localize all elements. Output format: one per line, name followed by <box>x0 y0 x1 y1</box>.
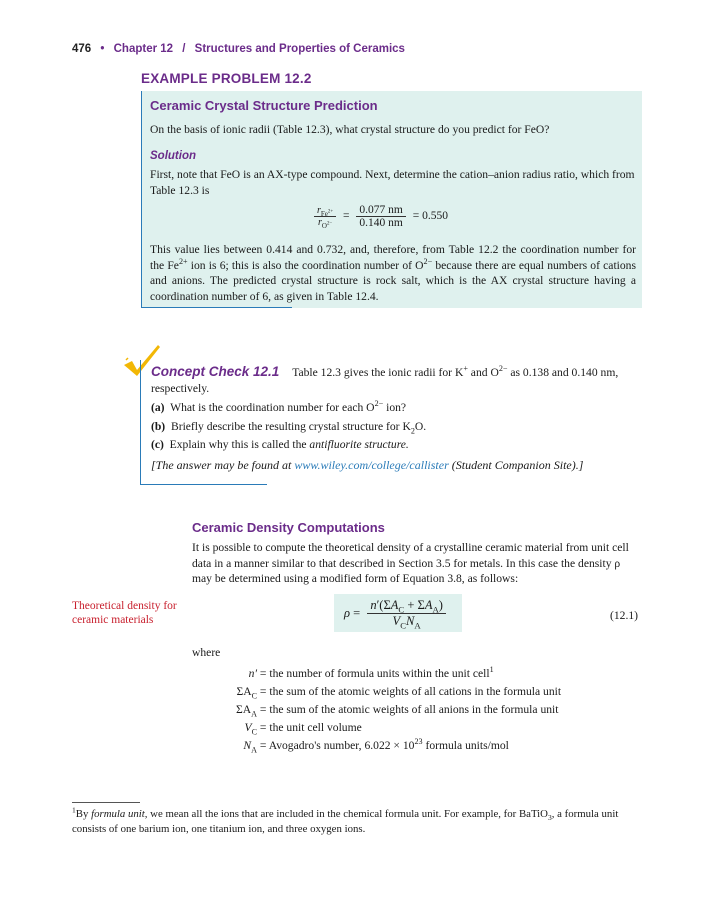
value-fraction <box>356 204 405 229</box>
example-title: Ceramic Crystal Structure Prediction <box>150 98 378 113</box>
header-separator: • <box>100 43 105 55</box>
concept-item-a: (a) What is the coordination number for each $O^{2-}$ ion? <box>151 399 407 414</box>
symbol-fraction: $\frac{r_{Fe^{2+}}}{r_{O^{2-}}}$ <box>314 205 336 228</box>
concept-item-b: (b) Briefly describe the resulting crystal structure for $K_2O$. <box>151 420 427 436</box>
concept-answer: [The answer may be found at www.wiley.com/college/callister (Student Companion Site).] <box>151 458 584 472</box>
definition-n: n′ = the number of formula units within the unit cell$^1$ <box>248 665 494 680</box>
footnote: $^1$By formula unit, we mean all the ions that are included in the chemical formula unit. For example, for BaTiO$_3$, a formula unit consists of one barium ion, one titanium ion, and three oxygen ions. <box>72 805 619 835</box>
ratio-result: = 0.550 <box>412 210 448 223</box>
where-label: where <box>192 646 221 659</box>
ratio-denominator: 0.140 nm <box>359 217 403 229</box>
example-conclusion: This value lies between 0.414 and 0.732, and, therefore, from Table 12.2 the coordination number for the $Fe^{2+}$ ion is 6; this is also the coordination number of $O^{2-}$ because there are equal numbers of cations and anions. The predicted crystal structure is rock salt, which is the AX crystal structure having a coordination number of 6, as given in Table 12.4. <box>150 243 636 303</box>
example-underline <box>141 307 292 308</box>
density-equation: ρ = $\frac{n'(\Sigma A_C + \Sigma A_A)}{V_CN_A}$ <box>344 598 446 629</box>
concept-check-title: Concept Check 12.1 <box>151 364 280 379</box>
definition-volume: $V_C$ = the unit cell volume <box>244 721 362 737</box>
footnote-rule <box>72 802 140 803</box>
section-heading: Ceramic Density Computations <box>192 520 385 535</box>
example-box <box>141 91 642 308</box>
concept-check-underline <box>140 484 267 485</box>
definition-sum-anions: $\Sigma A_A$ = the sum of the atomic weights of all anions in the formula unit <box>236 703 559 719</box>
solution-label: Solution <box>150 150 196 162</box>
answer-link[interactable]: www.wiley.com/college/callister <box>294 458 449 472</box>
margin-note: Theoretical density for ceramic materials <box>72 600 177 626</box>
chapter-label: Chapter 12 <box>113 43 174 55</box>
section-paragraph: It is possible to compute the theoretical density of a crystalline ceramic material from unit cell data in a manner similar to that described in Section 3.5 for metals. In this case the density ρ may be determined using a modified form of Equation 3.8, as follows: <box>192 541 629 586</box>
radius-ratio-equation: $\frac{r_{Fe^{2+}}}{r_{O^{2-}}}$ = $\frac{0.077 nm}{0.140 nm}$ = 0.550 <box>314 204 448 229</box>
solution-text: First, note that FeO is an AX-type compound. Next, determine the cation–anion radius ratio, which from Table 12.3 is <box>150 168 635 197</box>
example-question: On the basis of ionic radii (Table 12.3), what crystal structure do you predict for FeO? <box>150 123 550 136</box>
definition-sum-cations: $\Sigma A_C$ = the sum of the atomic weights of all cations in the formula unit <box>236 685 562 701</box>
running-header <box>72 43 405 55</box>
definition-avogadro: $N_A$ = Avogadro's number, $6.022 \times 10^{23}$ formula units/mol <box>243 737 509 755</box>
page-number: 476 <box>72 43 92 55</box>
header-slash: / <box>182 43 186 55</box>
equation-number: (12.1) <box>610 609 639 622</box>
concept-check-intro: Concept Check 12.1 Table 12.3 gives the ionic radii for K+ and $O^{2-}$ as 0.138 and 0.140 nm, respectively. <box>151 364 619 395</box>
example-label: EXAMPLE PROBLEM 12.2 <box>141 71 312 86</box>
concept-check-rule <box>140 360 141 485</box>
ratio-numerator: 0.077 nm <box>356 204 405 217</box>
concept-item-c: (c) Explain why this is called the antifluorite structure. <box>151 438 409 451</box>
density-fraction: $\frac{n'(\Sigma A_C + \Sigma A_A)}{V_CN_A}$ <box>367 598 446 629</box>
chapter-title: Structures and Properties of Ceramics <box>194 43 405 55</box>
